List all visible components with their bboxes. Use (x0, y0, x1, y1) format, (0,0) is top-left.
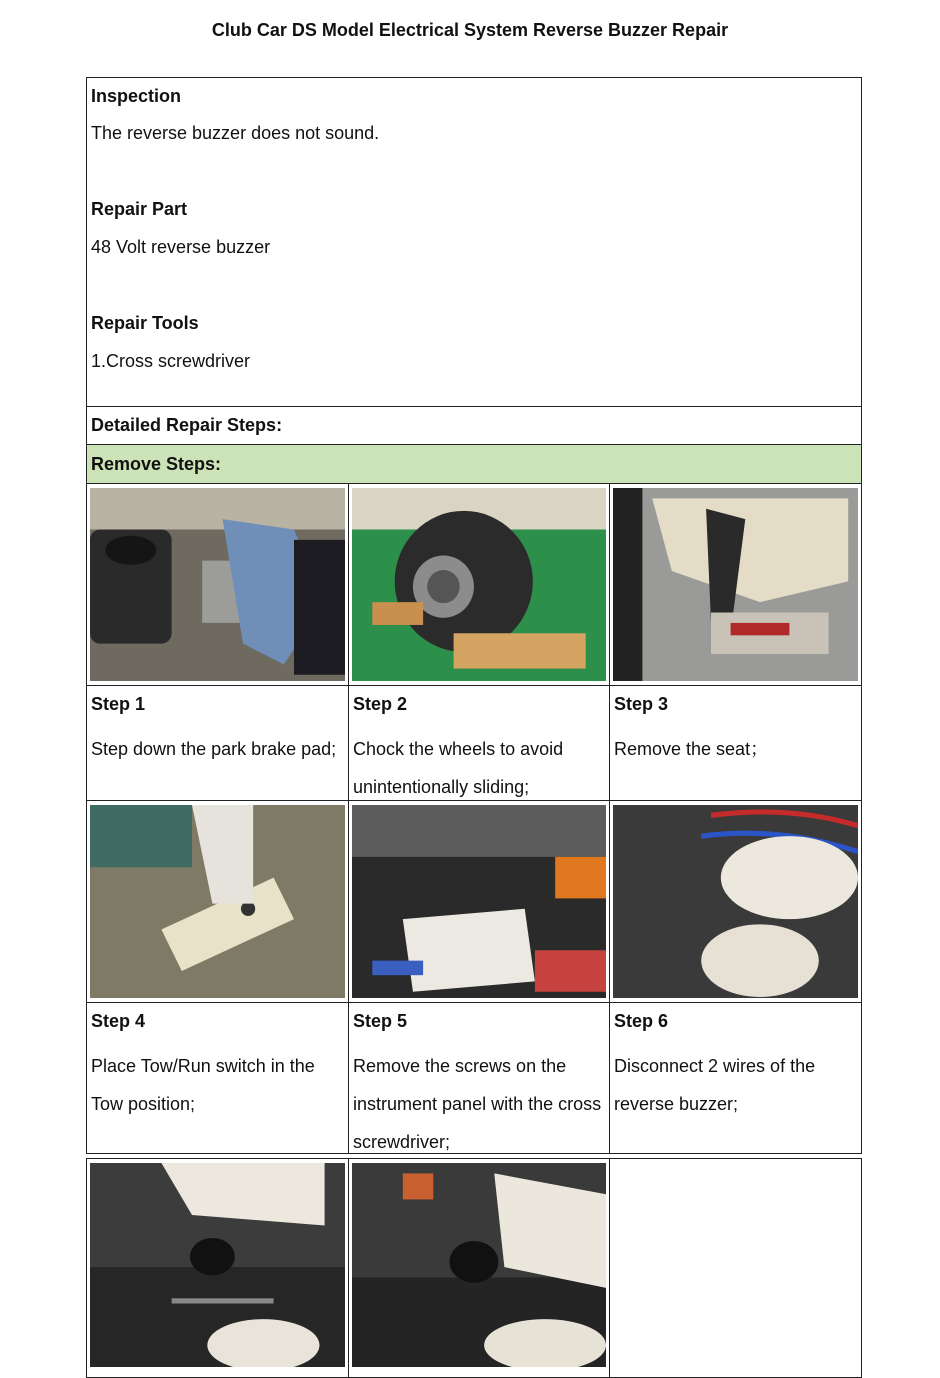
photo-row-2 (86, 800, 862, 1003)
repair-part-text: 48 Volt reverse buzzer (91, 237, 271, 257)
steps-row-2 (86, 1002, 862, 1154)
step-5-title: Step 5 (353, 1011, 408, 1031)
photo-cell-step-7 (87, 1159, 349, 1377)
step-2-text: Chock the wheels to avoid unintentionally sliding; (353, 739, 564, 797)
step-7-photo (90, 1163, 345, 1367)
step-3-text: Remove the seat； (614, 739, 769, 759)
remove-steps-heading: Remove Steps: (91, 454, 222, 474)
step-5-text: Remove the screws on the instrument panel with the cross screwdriver; (353, 1056, 602, 1152)
step-3-photo (613, 488, 858, 681)
step-5-photo (352, 805, 606, 998)
repair-tools-heading: Repair Tools (91, 313, 199, 333)
step-4-title: Step 4 (91, 1011, 146, 1031)
photo-row-3 (86, 1158, 862, 1378)
detailed-steps-heading: Detailed Repair Steps: (91, 415, 283, 435)
photo-cell-step-1 (87, 484, 349, 685)
repair-tools-text: 1.Cross screwdriver (91, 351, 251, 371)
step-2-cell (349, 686, 610, 800)
step-8-photo (352, 1163, 606, 1367)
photo-row-1 (86, 483, 862, 686)
photo-cell-step-8 (349, 1159, 610, 1377)
step-5-cell (349, 1003, 610, 1153)
empty-cell (610, 1159, 861, 1377)
inspection-text: The reverse buzzer does not sound. (91, 123, 380, 143)
intro-section (86, 77, 862, 407)
step-1-cell (87, 686, 349, 800)
step-1-title: Step 1 (91, 694, 146, 714)
step-6-text: Disconnect 2 wires of the reverse buzzer; (614, 1056, 816, 1114)
step-2-title: Step 2 (353, 694, 408, 714)
step-3-cell (610, 686, 861, 800)
step-3-title: Step 3 (614, 694, 669, 714)
step-6-photo (613, 805, 858, 998)
step-6-title: Step 6 (614, 1011, 669, 1031)
step-2-photo (352, 488, 606, 681)
step-4-photo (90, 805, 345, 998)
repair-part-heading: Repair Part (91, 199, 188, 219)
remove-steps-row (86, 444, 862, 484)
step-4-text: Place Tow/Run switch in the Tow position; (91, 1056, 315, 1114)
photo-cell-step-3 (610, 484, 861, 685)
step-1-text: Step down the park brake pad; (91, 739, 337, 759)
steps-row-1 (86, 685, 862, 801)
step-1-photo (90, 488, 345, 681)
step-6-cell (610, 1003, 861, 1153)
inspection-heading: Inspection (91, 86, 182, 106)
photo-cell-step-6 (610, 801, 861, 1002)
detailed-steps-row (86, 406, 862, 445)
document-title: Club Car DS Model Electrical System Reverse Buzzer Repair (211, 20, 729, 40)
step-4-cell (87, 1003, 349, 1153)
photo-cell-step-2 (349, 484, 610, 685)
photo-cell-step-4 (87, 801, 349, 1002)
photo-cell-step-5 (349, 801, 610, 1002)
